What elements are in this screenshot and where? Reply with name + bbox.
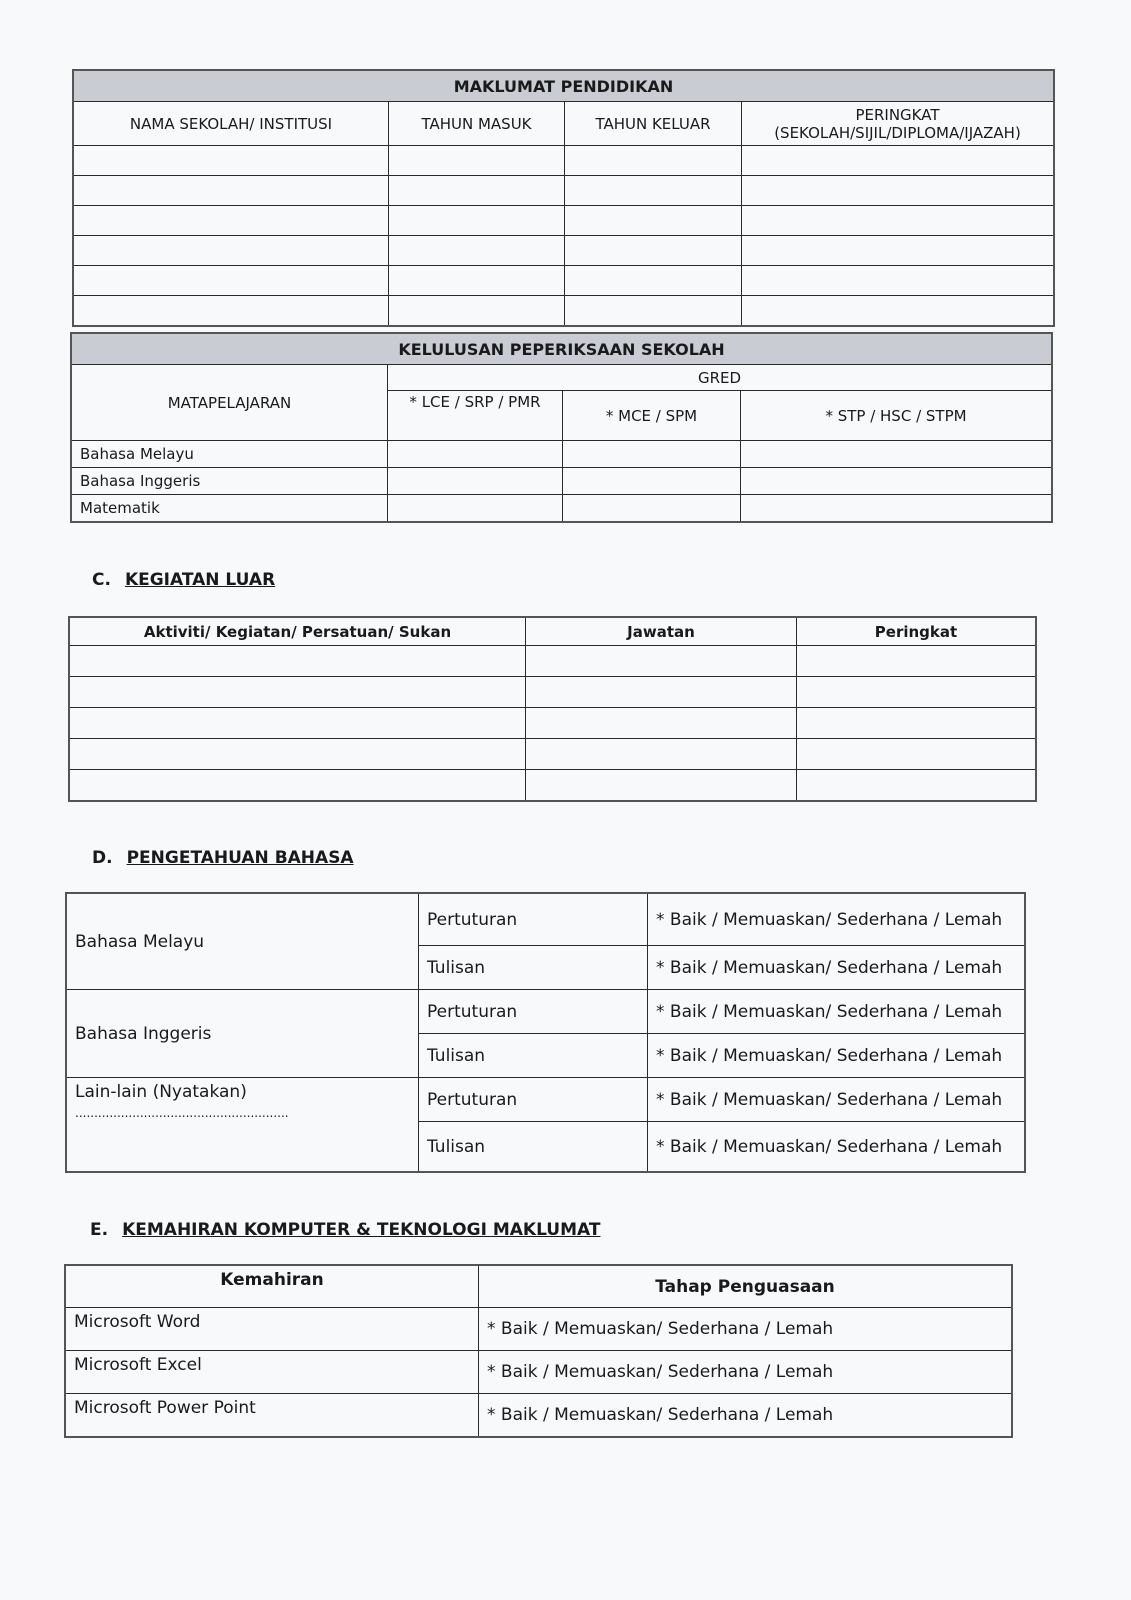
input-cell[interactable] [388,495,563,522]
language-label: Bahasa Melayu [67,894,419,990]
section-c-heading: C. KEGIATAN LUAR [92,570,276,590]
table-row [72,441,1052,468]
table-row [74,146,1054,176]
grade-col-spm: * MCE / SPM [563,391,741,441]
input-cell[interactable] [526,646,797,677]
skill-label: Tulisan [419,1122,648,1172]
input-cell[interactable] [742,206,1054,236]
table-row [74,176,1054,206]
input-cell[interactable] [74,266,389,296]
input-cell[interactable] [70,739,526,770]
table-row [70,739,1036,770]
input-cell[interactable] [526,739,797,770]
table-row [70,677,1036,708]
input-cell[interactable] [70,646,526,677]
rating-options[interactable]: * Baik / Memuaskan/ Sederhana / Lemah [648,1078,1025,1122]
input-cell[interactable] [565,176,742,206]
education-table [73,70,1054,326]
skill-label: Microsoft Word [66,1308,479,1351]
input-cell[interactable] [741,468,1052,495]
input-cell[interactable] [70,708,526,739]
education-title: MAKLUMAT PENDIDIKAN [74,71,1054,102]
input-cell[interactable] [797,770,1036,801]
input-cell[interactable] [741,495,1052,522]
section-d-heading: D. PENGETAHUAN BAHASA [92,848,354,868]
input-cell[interactable] [565,236,742,266]
input-cell[interactable] [526,677,797,708]
table-row [70,770,1036,801]
subject-label: Bahasa Melayu [72,441,388,468]
input-cell[interactable] [526,708,797,739]
computer-skills-table [65,1265,1012,1437]
input-cell[interactable] [797,646,1036,677]
input-cell[interactable] [389,266,565,296]
input-cell[interactable] [742,236,1054,266]
blank-line[interactable]: ........................................................ [75,1106,289,1120]
skill-label: Tulisan [419,946,648,990]
col-level: PERINGKAT (SEKOLAH/SIJIL/DIPLOMA/IJAZAH) [742,102,1054,146]
rating-options[interactable]: * Baik / Memuaskan/ Sederhana / Lemah [479,1308,1012,1351]
input-cell[interactable] [70,677,526,708]
input-cell[interactable] [389,176,565,206]
table-row [70,646,1036,677]
section-e-heading: E. KEMAHIRAN KOMPUTER & TEKNOLOGI MAKLUMAT [90,1220,601,1240]
table-row [72,495,1052,522]
grade-col-stpm: * STP / HSC / STPM [741,391,1052,441]
col-proficiency: Tahap Penguasaan [479,1266,1012,1308]
col-activity: Aktiviti/ Kegiatan/ Persatuan/ Sukan [70,618,526,646]
other-language-cell[interactable] [67,1078,419,1172]
subject-label: Matematik [72,495,388,522]
skill-label: Pertuturan [419,990,648,1034]
input-cell[interactable] [565,266,742,296]
rating-options[interactable]: * Baik / Memuaskan/ Sederhana / Lemah [648,990,1025,1034]
language-label: Lain-lain (Nyatakan) [75,1082,247,1102]
skill-label: Pertuturan [419,1078,648,1122]
col-year-out: TAHUN KELUAR [565,102,742,146]
subject-header: MATAPELAJARAN [72,365,388,441]
input-cell[interactable] [563,441,741,468]
grade-header: GRED [388,365,1052,391]
rating-options[interactable]: * Baik / Memuaskan/ Sederhana / Lemah [648,946,1025,990]
input-cell[interactable] [797,708,1036,739]
skill-label: Pertuturan [419,894,648,946]
rating-options[interactable]: * Baik / Memuaskan/ Sederhana / Lemah [479,1394,1012,1437]
input-cell[interactable] [742,296,1054,326]
input-cell[interactable] [565,206,742,236]
table-row [74,296,1054,326]
table-row [74,206,1054,236]
table-row [72,468,1052,495]
activities-table [69,617,1036,801]
input-cell[interactable] [526,770,797,801]
input-cell[interactable] [742,176,1054,206]
col-level: Peringkat [797,618,1036,646]
input-cell[interactable] [565,146,742,176]
col-year-in: TAHUN MASUK [389,102,565,146]
input-cell[interactable] [741,441,1052,468]
input-cell[interactable] [74,206,389,236]
input-cell[interactable] [563,495,741,522]
rating-options[interactable]: * Baik / Memuaskan/ Sederhana / Lemah [648,1122,1025,1172]
input-cell[interactable] [388,441,563,468]
grade-col-pmr: * LCE / SRP / PMR [388,391,563,441]
input-cell[interactable] [389,206,565,236]
input-cell[interactable] [389,296,565,326]
exam-title: KELULUSAN PEPERIKSAAN SEKOLAH [72,334,1052,365]
language-table [66,893,1025,1172]
col-position: Jawatan [526,618,797,646]
table-row [74,236,1054,266]
input-cell[interactable] [74,236,389,266]
input-cell[interactable] [797,677,1036,708]
input-cell[interactable] [565,296,742,326]
skill-label: Microsoft Excel [66,1351,479,1394]
language-label: Bahasa Inggeris [67,990,419,1078]
subject-label: Bahasa Inggeris [72,468,388,495]
skill-label: Tulisan [419,1034,648,1078]
input-cell[interactable] [74,146,389,176]
skill-label: Microsoft Power Point [66,1394,479,1437]
input-cell[interactable] [797,739,1036,770]
input-cell[interactable] [74,296,389,326]
input-cell[interactable] [742,266,1054,296]
exam-table [71,333,1052,522]
col-school-name: NAMA SEKOLAH/ INSTITUSI [74,102,389,146]
input-cell[interactable] [389,236,565,266]
input-cell[interactable] [70,770,526,801]
input-cell[interactable] [74,176,389,206]
input-cell[interactable] [389,146,565,176]
input-cell[interactable] [563,468,741,495]
rating-options[interactable]: * Baik / Memuaskan/ Sederhana / Lemah [479,1351,1012,1394]
table-row [70,708,1036,739]
input-cell[interactable] [388,468,563,495]
rating-options[interactable]: * Baik / Memuaskan/ Sederhana / Lemah [648,1034,1025,1078]
col-skill: Kemahiran [66,1266,479,1308]
rating-options[interactable]: * Baik / Memuaskan/ Sederhana / Lemah [648,894,1025,946]
input-cell[interactable] [742,146,1054,176]
table-row [74,266,1054,296]
